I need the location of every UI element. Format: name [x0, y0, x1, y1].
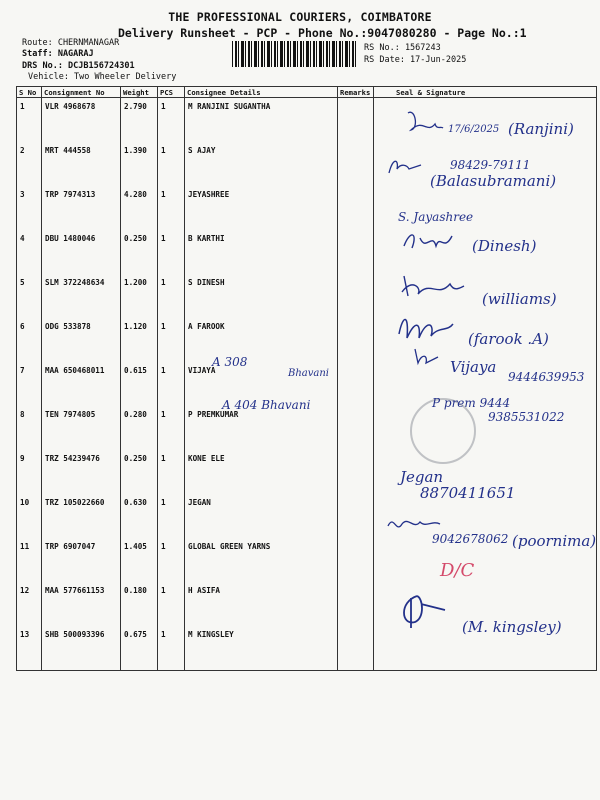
cell-weight: 4.280	[121, 186, 158, 230]
cell-pcs: 1	[158, 538, 185, 582]
cell-pcs: 1	[158, 494, 185, 538]
cell-pcs: 1	[158, 318, 185, 362]
cell-consignment: DBU 1480046	[42, 230, 121, 274]
cell-consignment: MAA 650468011	[42, 362, 121, 406]
cell-remarks	[338, 230, 374, 274]
cell-consignee: JEGAN	[185, 494, 338, 538]
hw-name-row-4a: S. Jayashree	[398, 210, 474, 224]
hw-phone-row-7: 9444639953	[508, 370, 585, 384]
cell-pcs: 1	[158, 142, 185, 186]
cell-weight: 0.250	[121, 230, 158, 274]
cell-sno: 4	[17, 230, 42, 274]
cell-remarks	[338, 186, 374, 230]
cell-consignment: TEN 7974805	[42, 406, 121, 450]
company-title: THE PROFESSIONAL COURIERS, COIMBATORE	[168, 10, 432, 24]
hw-name-row-2: (Balasubramani)	[430, 172, 557, 190]
cell-consignment: MAA 577661153	[42, 582, 121, 626]
hw-phone-row-10: 8870411651	[420, 484, 516, 502]
hw-phone-row-2: 98429-79111	[450, 158, 531, 172]
hw-name-row-4b: (Dinesh)	[472, 237, 537, 255]
cell-consignee: S DINESH	[185, 274, 338, 318]
cell-sno: 9	[17, 450, 42, 494]
col-signature: Seal & Signature	[374, 87, 597, 98]
cell-consignee: B KARTHI	[185, 230, 338, 274]
cell-sno: 12	[17, 582, 42, 626]
cell-consignee: H ASIFA	[185, 582, 338, 626]
signature-row-6	[395, 310, 457, 342]
phone-number: Phone No.:9047080280	[298, 26, 437, 40]
cell-weight: 0.675	[121, 626, 158, 671]
cell-weight: 0.280	[121, 406, 158, 450]
cell-pcs: 1	[158, 582, 185, 626]
cell-pcs: 1	[158, 626, 185, 671]
hw-name-row-1: (Ranjini)	[508, 120, 574, 138]
hw-date-row-1: 17/6/2025	[448, 124, 500, 135]
cell-remarks	[338, 626, 374, 671]
cell-consignment: TRP 7974313	[42, 186, 121, 230]
cell-remarks	[338, 142, 374, 186]
barcode	[232, 41, 357, 67]
hw-dc-row-12: D/C	[440, 560, 475, 581]
cell-remarks	[338, 318, 374, 362]
cell-sno: 7	[17, 362, 42, 406]
cell-consignee: A FAROOK	[185, 318, 338, 362]
cell-weight: 0.615	[121, 362, 158, 406]
signature-row-5	[398, 268, 468, 302]
cell-remarks	[338, 406, 374, 450]
cell-remarks	[338, 98, 374, 143]
cell-weight: 0.250	[121, 450, 158, 494]
cell-pcs: 1	[158, 362, 185, 406]
signature-row-13	[395, 592, 455, 630]
col-remarks: Remarks	[338, 87, 374, 98]
cell-sno: 10	[17, 494, 42, 538]
cell-weight: 0.180	[121, 582, 158, 626]
cell-weight: 0.630	[121, 494, 158, 538]
cell-sno: 3	[17, 186, 42, 230]
cell-consignee: GLOBAL GREEN YARNS	[185, 538, 338, 582]
cell-remarks	[338, 274, 374, 318]
hw-name-row-10: Jegan	[400, 468, 444, 486]
cell-consignee: M KINGSLEY	[185, 626, 338, 671]
cell-consignment: VLR 4968678	[42, 98, 121, 143]
hw-name-row-5: (williams)	[482, 290, 557, 308]
hw-name-row-7: Vijaya	[450, 358, 497, 376]
cell-weight: 1.405	[121, 538, 158, 582]
cell-pcs: 1	[158, 274, 185, 318]
hw-name-row-8: P prem 9444	[432, 396, 511, 410]
col-sno: S No	[17, 87, 42, 98]
page-number: - Page No.:1	[443, 26, 527, 40]
cell-sno: 2	[17, 142, 42, 186]
cell-sno: 11	[17, 538, 42, 582]
hw-name-row-13: (M. kingsley)	[462, 618, 562, 636]
cell-remarks	[338, 582, 374, 626]
cell-weight: 1.390	[121, 142, 158, 186]
signature-row-2	[385, 155, 425, 180]
cell-pcs: 1	[158, 450, 185, 494]
cell-pcs: 1	[158, 230, 185, 274]
cell-pcs: 1	[158, 406, 185, 450]
table-row	[17, 538, 597, 582]
signature-row-1	[405, 108, 445, 138]
cell-sno: 5	[17, 274, 42, 318]
cell-remarks	[338, 538, 374, 582]
table-header	[17, 87, 597, 98]
runsheet-heading	[118, 26, 527, 40]
signature-row-7	[412, 345, 442, 367]
cell-consignment: ODG 533878	[42, 318, 121, 362]
staff-label: Staff: NAGARAJ	[22, 49, 94, 59]
hw-phone-row-11: 9042678062	[432, 532, 509, 546]
rs-date: RS Date: 17-Jun-2025	[364, 55, 467, 65]
cell-consignee: M RANJINI SUGANTHA	[185, 98, 338, 143]
rs-number: RS No.: 1567243	[364, 43, 441, 53]
cell-consignee: VIJAYA	[185, 362, 338, 406]
cell-consignee: P PREMKUMAR	[185, 406, 338, 450]
hw-flat-row-7: A 308	[212, 355, 248, 369]
hw-bhavani-row-7: Bhavani	[288, 368, 330, 379]
cell-consignee: KONE ELE	[185, 450, 338, 494]
cell-consignment: MRT 444558	[42, 142, 121, 186]
cell-consignment: TRZ 105022660	[42, 494, 121, 538]
cell-consignee: JEYASHREE	[185, 186, 338, 230]
hw-phone-row-8: 9385531022	[488, 410, 565, 424]
cell-pcs: 1	[158, 98, 185, 143]
cell-consignment: TRP 6907047	[42, 538, 121, 582]
cell-weight: 2.790	[121, 98, 158, 143]
col-weight: Weight	[121, 87, 158, 98]
cell-remarks	[338, 450, 374, 494]
cell-weight: 1.120	[121, 318, 158, 362]
vehicle-label: Vehicle: Two Wheeler Delivery	[28, 72, 177, 82]
hw-flat-row-8: A 404 Bhavani	[222, 398, 311, 412]
hw-name-row-6: (farook .A)	[468, 330, 549, 348]
col-consignee: Consignee Details	[185, 87, 338, 98]
table-row	[17, 186, 597, 230]
cell-pcs: 1	[158, 186, 185, 230]
route-label: Route: CHERNMANAGAR	[22, 38, 120, 48]
runsheet-prefix: Delivery Runsheet - PCP -	[118, 26, 292, 40]
cell-consignee: S AJAY	[185, 142, 338, 186]
cell-sno: 6	[17, 318, 42, 362]
cell-sno: 13	[17, 626, 42, 671]
cell-remarks	[338, 362, 374, 406]
hw-name-row-11: (poornima)	[512, 532, 597, 550]
signature-row-4	[400, 226, 460, 256]
cell-consignment: SHB 500093396	[42, 626, 121, 671]
col-pcs: PCS	[158, 87, 185, 98]
cell-remarks	[338, 494, 374, 538]
col-consignment: Consignment No	[42, 87, 121, 98]
cell-consignment: TRZ 54239476	[42, 450, 121, 494]
cell-consignment: SLM 372248634	[42, 274, 121, 318]
cell-sno: 1	[17, 98, 42, 143]
drs-number: DRS No.: DCJB156724301	[22, 61, 135, 71]
cell-weight: 1.200	[121, 274, 158, 318]
cell-sno: 8	[17, 406, 42, 450]
